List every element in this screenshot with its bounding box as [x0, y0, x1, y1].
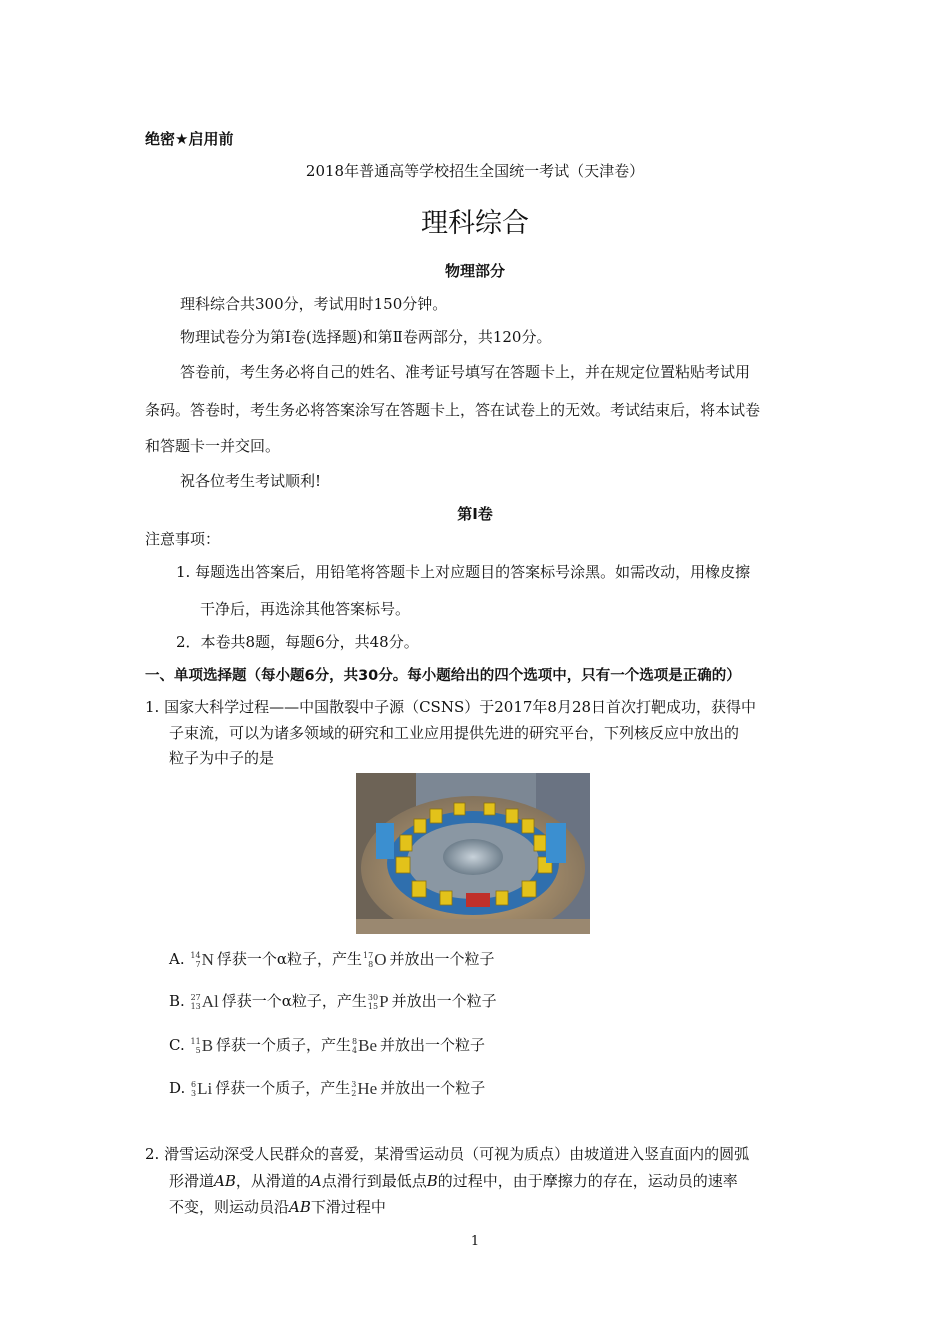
note2: 2．本卷共8题，每题6分，共48分。	[176, 633, 419, 651]
element-symbol: Be	[358, 1036, 378, 1055]
mass-number: 6	[191, 1080, 197, 1089]
nuclide	[368, 992, 389, 1012]
part1-heading: 一、单项选择题（每小题6分，共30分。每小题给出的四个选项中，只有一个选项是正确的）	[145, 668, 741, 684]
intro-p4: 祝各位考生考试顺利!	[180, 472, 322, 490]
q1-line1: 1. 国家大科学过程——中国散裂中子源（CSNS）于2017年8月28日首次打靶成功，获得中	[145, 698, 757, 716]
q1-option	[169, 1077, 485, 1099]
intro-p3-line2: 条码。答卷时，考生务必将答案涂写在答题卡上，答在试卷上的无效。考试结束后，将本试卷	[145, 401, 761, 419]
q2-line3	[169, 1196, 386, 1217]
option-text: 俘获一个α粒子，产生	[216, 950, 362, 968]
mass-number: 3	[351, 1080, 357, 1089]
element-symbol: He	[357, 1079, 378, 1098]
atomic-number: 8	[368, 960, 374, 969]
atomic-number: 4	[352, 1046, 358, 1055]
mass-number: 11	[190, 1037, 201, 1046]
option-label: D.	[169, 1079, 186, 1097]
intro-p3-line3: 和答题卡一并交回。	[145, 437, 281, 455]
q1-option	[169, 1034, 485, 1056]
q1-line3: 粒子为中子的是	[169, 749, 275, 767]
mass-number: 8	[352, 1037, 358, 1046]
q1-option	[169, 948, 494, 970]
section-title: 物理部分	[444, 262, 505, 280]
nuclide	[363, 950, 386, 970]
option-text: 俘获一个质子，产生	[215, 1079, 351, 1097]
option-text: 并放出一个粒子	[380, 1079, 486, 1097]
q2-var-b: B	[426, 1172, 438, 1190]
q2-line2	[169, 1170, 738, 1191]
option-text: 并放出一个粒子	[389, 950, 495, 968]
page-number: 1	[470, 1234, 480, 1249]
q1-line2: 子束流，可以为诸多领域的研究和工业应用提供先进的研究平台，下列核反应中放出的	[169, 724, 740, 742]
option-text: 并放出一个粒子	[391, 992, 497, 1010]
exam-title: 2018年普通高等学校招生全国统一考试（天津卷）	[305, 162, 645, 180]
q2-var-ab: AB	[289, 1198, 311, 1216]
atomic-number: 15	[367, 1002, 379, 1011]
intro-p2: 物理试卷分为第Ⅰ卷(选择题)和第Ⅱ卷两部分，共120分。	[180, 328, 552, 346]
atomic-number: 3	[191, 1089, 197, 1098]
element-symbol: N	[201, 950, 214, 969]
atomic-number: 7	[195, 960, 201, 969]
nuclide	[191, 992, 219, 1012]
element-symbol: B	[201, 1036, 214, 1055]
q2-text: 的过程中，由于摩擦力的存在，运动员的速率	[437, 1172, 738, 1190]
q2-text: ，从滑道的	[235, 1172, 311, 1190]
q2-text: 点滑行到最低点	[321, 1172, 427, 1190]
mass-number: 17	[363, 951, 374, 960]
option-text: 俘获一个质子，产生	[216, 1036, 352, 1054]
intro-p3-line1: 答卷前，考生务必将自己的姓名、准考证号填写在答题卡上，并在规定位置粘贴考试用	[180, 363, 751, 381]
intro-p1: 理科综合共300分，考试用时150分钟。	[180, 295, 448, 313]
secret-label: 绝密★启用前	[145, 130, 234, 148]
volume-title: 第Ⅰ卷	[457, 505, 493, 523]
subject-title: 理科综合	[421, 208, 529, 239]
mass-number: 27	[190, 993, 201, 1002]
element-symbol: Li	[197, 1079, 213, 1098]
element-symbol: O	[374, 950, 387, 969]
atomic-number: 2	[351, 1089, 357, 1098]
q2-line1: 2. 滑雪运动深受人民群众的喜爱，某滑雪运动员（可视为质点）由坡道进入竖直面内的圆弧	[145, 1145, 750, 1163]
q2-text: 形滑道	[169, 1172, 215, 1190]
spallation-neutron-source-photo	[356, 773, 590, 934]
option-label: A.	[169, 950, 185, 968]
note1-line1: 1. 每题选出答案后，用铅笔将答题卡上对应题目的答案标号涂黑。如需改动，用橡皮擦	[176, 563, 751, 581]
mass-number: 14	[190, 951, 201, 960]
note1-line2: 干净后，再选涂其他答案标号。	[200, 600, 411, 618]
atomic-number: 5	[195, 1046, 201, 1055]
nuclide	[191, 1079, 212, 1099]
option-text: 并放出一个粒子	[380, 1036, 486, 1054]
q2-var-ab: AB	[214, 1172, 236, 1190]
nuclide	[352, 1036, 377, 1056]
element-symbol: P	[379, 992, 389, 1011]
nuclide	[351, 1079, 377, 1099]
q2-text: 不变，则运动员沿	[169, 1198, 290, 1216]
atomic-number: 13	[190, 1002, 201, 1011]
nuclide	[190, 950, 213, 970]
q2-var-a: A	[310, 1172, 322, 1190]
element-symbol: Al	[201, 992, 219, 1011]
option-label: B.	[169, 992, 185, 1010]
notes-label: 注意事项：	[145, 530, 221, 548]
nuclide	[191, 1036, 214, 1056]
q2-text: 下滑过程中	[310, 1198, 386, 1216]
option-text: 俘获一个α粒子，产生	[221, 992, 367, 1010]
mass-number: 30	[367, 993, 379, 1002]
option-label: C.	[169, 1036, 185, 1054]
q1-option	[169, 990, 497, 1012]
